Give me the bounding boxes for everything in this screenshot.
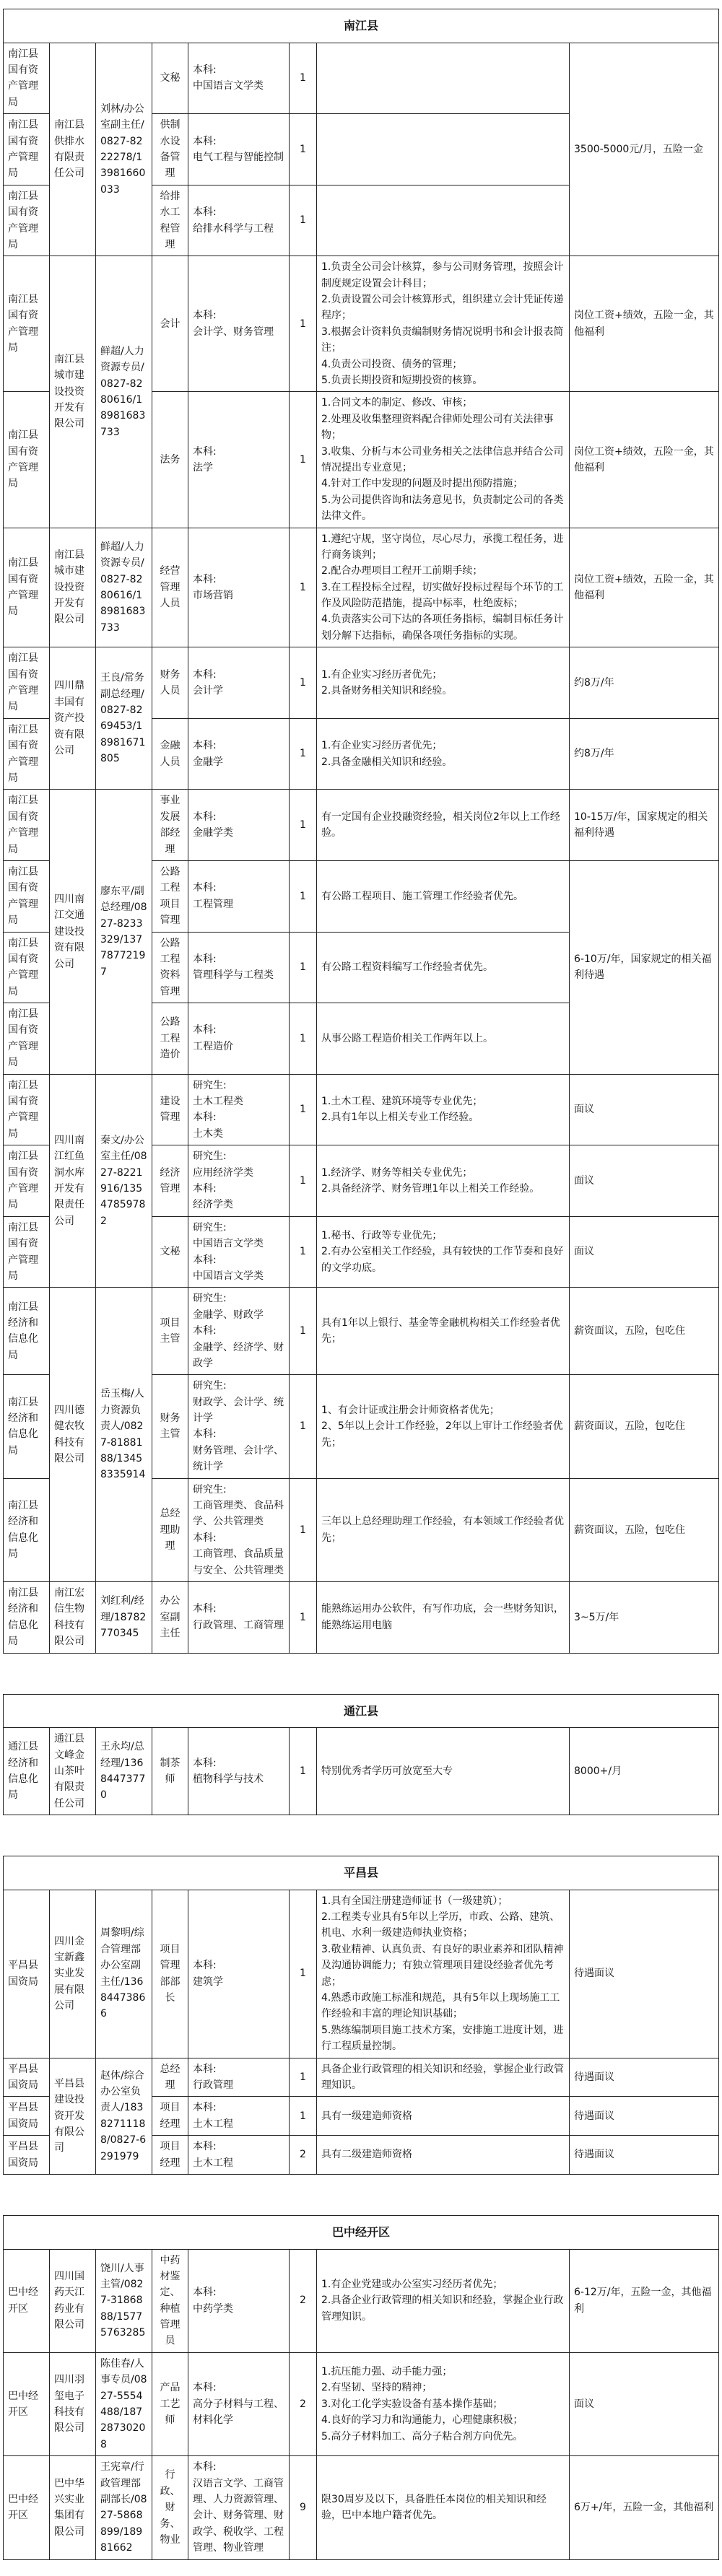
company-cell: 南江县供排水有限责任公司 xyxy=(50,43,96,256)
major-cell: 本科: 行政管理、工商管理 xyxy=(188,1581,290,1653)
company-cell: 四川南江红鱼洞水库开发有限责任公司 xyxy=(50,1074,96,1288)
position-cell: 行政、财务、物业 xyxy=(152,2456,188,2559)
count-cell: 1 xyxy=(290,256,317,392)
position-cell: 给排水工程管理 xyxy=(152,185,188,256)
count-cell: 1 xyxy=(290,1728,317,1815)
requirement-cell: 1.秘书、行政等专业优先； 2.有办公室相关工作经验，具有较快的工作节奏和良好的文学功底。 xyxy=(317,1216,570,1288)
contact-cell: 赵体/综合办公室负责人/18382711188/0827-6291979 xyxy=(96,2058,152,2174)
count-cell: 2 xyxy=(290,2352,317,2455)
position-cell: 金融人员 xyxy=(152,718,188,790)
requirement-cell: 从事公路工程造价相关工作两年以上。 xyxy=(317,1003,570,1075)
requirement-cell: 1、有会计证或注册会计师资格者优先； 2、5年以上会计工作经验，2年以上审计工作经验者优先； xyxy=(317,1375,570,1478)
position-cell: 文秘 xyxy=(152,43,188,114)
requirement-cell: 限30周岁及以下，具备胜任本岗位的相关知识和经验，巴中本地户籍者优先。 xyxy=(317,2456,570,2559)
count-cell: 1 xyxy=(290,718,317,790)
requirement-cell: 1.遵纪守规，坚守岗位，尽心尽力，承揽工程任务，进行商务谈判； 2.配合办理项目工程开工前期手续； 3.在工程投标全过程，切实做好投标过程每个环节的工作及风险防范措施，提高中标率，杜绝废标； 4.负责落实公司下达的各项任务指标，编制目标任务计划分解下达指标，确保各项任务指标的实现。 xyxy=(317,528,570,647)
count-cell: 1 xyxy=(290,185,317,256)
dept-cell: 南江县经济和信息化局 xyxy=(4,1581,50,1653)
table-row xyxy=(4,528,719,647)
company-cell: 通江县文峰金山茶叶有限责任公司 xyxy=(50,1728,96,1815)
company-cell: 平昌县建设投资开发有限公司 xyxy=(50,2058,96,2174)
pay-cell: 6万+/年，五险一金，其他福利 xyxy=(570,2456,719,2559)
pay-cell: 岗位工资+绩效，五险一金，其他福利 xyxy=(570,528,719,647)
dept-cell: 南江县国有资产管理局 xyxy=(4,1145,50,1217)
major-cell: 本科: 工程造价 xyxy=(188,1003,290,1075)
major-cell: 本科: 中药学类 xyxy=(188,2249,290,2352)
pay-cell: 约8万/年 xyxy=(570,718,719,790)
section-title: 通江县 xyxy=(4,1694,719,1728)
contact-cell: 秦文/办公室主任/0827-8221916/13547859782 xyxy=(96,1074,152,1288)
position-cell: 公路工程资料管理 xyxy=(152,932,188,1003)
count-cell: 1 xyxy=(290,932,317,1003)
pay-cell: 约8万/年 xyxy=(570,647,719,719)
major-cell: 研究生: 工商管理类、食品科学、公共管理类 本科: 工商管理、食品质量与安全、公共管理类 xyxy=(188,1478,290,1581)
company-cell: 四川鼎丰国有资产投资有限公司 xyxy=(50,647,96,790)
requirement-cell: 具有一级建造师资格 xyxy=(317,2097,570,2136)
pay-cell: 8000+/月 xyxy=(570,1728,719,1815)
requirement-cell: 有一定国有企业投融资经验，相关岗位2年以上工作经验。 xyxy=(317,790,570,861)
requirement-cell: 1.土木工程、建筑环境等专业优先； 2.具有1年以上相关专业工作经验。 xyxy=(317,1074,570,1145)
position-cell: 会计 xyxy=(152,256,188,392)
section-gap xyxy=(4,1815,719,1856)
major-cell: 本科: 给排水科学与工程 xyxy=(188,185,290,256)
contact-cell: 刘红利/经理/18782770345 xyxy=(96,1581,152,1653)
position-cell: 公路工程项目管理 xyxy=(152,860,188,932)
major-cell: 本科: 土木工程 xyxy=(188,2136,290,2175)
company-cell: 四川德健农牧科技有限公司 xyxy=(50,1288,96,1582)
dept-cell: 南江县国有资产管理局 xyxy=(4,528,50,647)
requirement-cell xyxy=(317,43,570,114)
major-cell: 研究生: 财政学、会计学、统计学 本科: 财务管理、会计学、统计学 xyxy=(188,1375,290,1478)
position-cell: 总经理助理 xyxy=(152,1478,188,1581)
contact-cell: 饶川/人事主管/0827-3186888/15775763285 xyxy=(96,2249,152,2352)
company-cell: 巴中华兴实业集团有限公司 xyxy=(50,2456,96,2559)
section-header-tongjiang xyxy=(4,1694,719,1728)
requirement-cell: 具有二级建造师资格 xyxy=(317,2136,570,2175)
dept-cell: 南江县国有资产管理局 xyxy=(4,860,50,932)
position-cell: 公路工程造价 xyxy=(152,1003,188,1075)
company-cell: 南江县城市建设投资开发有限公司 xyxy=(50,256,96,528)
position-cell: 制茶师 xyxy=(152,1728,188,1815)
company-cell: 南江县城市建设投资开发有限公司 xyxy=(50,528,96,647)
table-row xyxy=(4,1581,719,1653)
dept-cell: 通江县经济和信息化局 xyxy=(4,1728,50,1815)
position-cell: 项目经理 xyxy=(152,2136,188,2175)
position-cell: 项目主管 xyxy=(152,1288,188,1375)
position-cell: 经济管理 xyxy=(152,1145,188,1217)
major-cell: 本科: 金融学 xyxy=(188,718,290,790)
pay-cell: 薪资面议，五险，包吃住 xyxy=(570,1288,719,1375)
dept-cell: 南江县国有资产管理局 xyxy=(4,1003,50,1075)
requirement-cell: 有公路工程资料编写工作经验者优先。 xyxy=(317,932,570,1003)
company-cell: 四川羽玺电子科技有限公司 xyxy=(50,2352,96,2455)
dept-cell: 南江县国有资产管理局 xyxy=(4,256,50,392)
pay-cell: 6-12万/年，五险一金，其他福利 xyxy=(570,2249,719,2352)
position-cell: 总经理 xyxy=(152,2058,188,2097)
requirement-cell: 1.经济学、财务等相关专业优先； 2.具备经济学、财务管理1年以上相关工作经验。 xyxy=(317,1145,570,1217)
section-title: 平昌县 xyxy=(4,1856,719,1890)
position-cell: 事业发展部经理 xyxy=(152,790,188,861)
section-gap xyxy=(4,2174,719,2215)
major-cell: 研究生: 中国语言文学类 本科: 中国语言文学类 xyxy=(188,1216,290,1288)
count-cell: 2 xyxy=(290,2249,317,2352)
position-cell: 供制水设备管理 xyxy=(152,114,188,185)
table-row xyxy=(4,1288,719,1375)
requirement-cell: 1.合同文本的制定、修改、审核； 2.处理及收集整理资料配合律师处理公司有关法律事物； 3.收集、分析与本公司业务相关之法律信息并结合公司情况提出专业意见； 4.针对工作中发现的问题及时提出预防措施； 5.为公司提供咨询和法务意见书，负责制定公司的各类法律文件。 xyxy=(317,392,570,528)
pay-cell: 面议 xyxy=(570,1074,719,1145)
major-cell: 研究生: 土木工程类 本科: 土木类 xyxy=(188,1074,290,1145)
dept-cell: 平昌县国资局 xyxy=(4,2097,50,2136)
contact-cell: 鲜超/人力资源专员/0827-8280616/18981683733 xyxy=(96,256,152,528)
contact-cell: 王永均/总经理/13684473770 xyxy=(96,1728,152,1815)
pay-cell: 6-10万/年，国家规定的相关福利待遇 xyxy=(570,860,719,1074)
dept-cell: 巴中经开区 xyxy=(4,2352,50,2455)
company-cell: 南江宏信生物科技有限公司 xyxy=(50,1581,96,1653)
table-row xyxy=(4,1728,719,1815)
major-cell: 本科: 工程管理 xyxy=(188,860,290,932)
requirement-cell: 1.有企业党建或办公室实习经历者优先； 2.具备企业行政管理的相关知识和经验，掌握企业行政管理知识。 xyxy=(317,2249,570,2352)
gap-cell xyxy=(4,2174,719,2215)
major-cell: 本科: 会计学、财务管理 xyxy=(188,256,290,392)
dept-cell: 平昌县国资局 xyxy=(4,1890,50,2058)
count-cell: 1 xyxy=(290,2058,317,2097)
requirement-cell: 具有1年以上银行、基金等金融机构相关工作经验者优先； xyxy=(317,1288,570,1375)
section-gap xyxy=(4,1653,719,1694)
gap-cell xyxy=(4,1815,719,1856)
position-cell: 项目管理部部长 xyxy=(152,1890,188,2058)
section-header-nanjiang xyxy=(4,9,719,43)
requirement-cell: 1.有企业实习经历者优先； 2.具备金融相关知识和经验。 xyxy=(317,718,570,790)
dept-cell: 南江县国有资产管理局 xyxy=(4,114,50,185)
count-cell: 1 xyxy=(290,528,317,647)
contact-cell: 陈佳春/人事专员/0827-5554488/18728730208 xyxy=(96,2352,152,2455)
major-cell: 本科: 行政管理 xyxy=(188,2058,290,2097)
requirement-cell: 1.有企业实习经历者优先； 2.具备财务相关知识和经验。 xyxy=(317,647,570,719)
section-title: 巴中经开区 xyxy=(4,2215,719,2249)
pay-cell: 面议 xyxy=(570,1145,719,1217)
contact-cell: 王宪章/行政管理部副部长/0827-5868899/18981662 xyxy=(96,2456,152,2559)
table-row xyxy=(4,2352,719,2455)
company-cell: 四川国药天江药业有限公司 xyxy=(50,2249,96,2352)
count-cell: 2 xyxy=(290,2136,317,2175)
dept-cell: 南江县经济和信息化局 xyxy=(4,1375,50,1478)
major-cell: 研究生: 金融学、财政学 本科: 金融学、经济学、财政学 xyxy=(188,1288,290,1375)
position-cell: 中药材鉴定、种植管理员 xyxy=(152,2249,188,2352)
major-cell: 本科: 汉语言文学、工商管理、人力资源管理、会计、财务管理、财政学、税收学、工程管理、物业管理 xyxy=(188,2456,290,2559)
section-header-pingchang xyxy=(4,1856,719,1890)
position-cell: 办公室副主任 xyxy=(152,1581,188,1653)
dept-cell: 南江县国有资产管理局 xyxy=(4,790,50,861)
pay-cell: 待遇面议 xyxy=(570,2058,719,2097)
contact-cell: 廖东平/副总经理/0827-8233329/13778772197 xyxy=(96,790,152,1074)
count-cell: 1 xyxy=(290,1288,317,1375)
position-cell: 经营管理人员 xyxy=(152,528,188,647)
pay-cell: 岗位工资+绩效，五险一金，其他福利 xyxy=(570,392,719,528)
watermark-logo xyxy=(12,2523,719,2554)
count-cell: 1 xyxy=(290,2097,317,2136)
major-cell: 本科: 中国语言文学类 xyxy=(188,43,290,114)
requirement-cell xyxy=(317,114,570,185)
major-cell: 本科: 植物科学与技术 xyxy=(188,1728,290,1815)
pay-cell: 10-15万/年，国家规定的相关福利待遇 xyxy=(570,790,719,861)
section-title: 南江县 xyxy=(4,9,719,43)
table-row xyxy=(4,647,719,719)
company-cell: 四川南江交通建设投资有限公司 xyxy=(50,790,96,1074)
company-cell: 四川金宝新鑫实业发展有限公司 xyxy=(50,1890,96,2058)
major-cell: 本科: 法学 xyxy=(188,392,290,528)
count-cell: 1 xyxy=(290,114,317,185)
table-row xyxy=(4,1890,719,2058)
major-cell: 本科: 金融学类 xyxy=(188,790,290,861)
pay-cell: 待遇面议 xyxy=(570,2136,719,2175)
table-row xyxy=(4,790,719,861)
table-row xyxy=(4,256,719,392)
position-cell: 财务主管 xyxy=(152,1375,188,1478)
major-cell: 本科: 高分子材料与工程、材料化学 xyxy=(188,2352,290,2455)
contact-cell: 王良/常务副总经理/0827-8269453/18981671805 xyxy=(96,647,152,790)
count-cell: 1 xyxy=(290,1478,317,1581)
position-cell: 财务人员 xyxy=(152,647,188,719)
section-header-bazhong xyxy=(4,2215,719,2249)
table-row xyxy=(4,2249,719,2352)
major-cell: 本科: 建筑学 xyxy=(188,1890,290,2058)
pay-cell: 3500-5000元/月，五险一金 xyxy=(570,43,719,256)
dept-cell: 南江县经济和信息化局 xyxy=(4,1478,50,1581)
dept-cell: 南江县经济和信息化局 xyxy=(4,1288,50,1375)
dept-cell: 南江县国有资产管理局 xyxy=(4,1216,50,1288)
dept-cell: 南江县国有资产管理局 xyxy=(4,1074,50,1145)
count-cell: 1 xyxy=(290,43,317,114)
gap-cell xyxy=(4,1653,719,1694)
pay-cell: 岗位工资+绩效，五险一金，其他福利 xyxy=(570,256,719,392)
position-cell: 项目经理 xyxy=(152,2097,188,2136)
count-cell: 9 xyxy=(290,2456,317,2559)
requirement-cell: 能熟练运用办公软件，有写作功底，会一些财务知识，能熟练运用电脑 xyxy=(317,1581,570,1653)
count-cell: 1 xyxy=(290,1581,317,1653)
dept-cell: 南江县国有资产管理局 xyxy=(4,185,50,256)
dept-cell: 南江县国有资产管理局 xyxy=(4,932,50,1003)
pay-cell: 面议 xyxy=(570,2352,719,2455)
pay-cell: 薪资面议，五险，包吃住 xyxy=(570,1375,719,1478)
requirement-cell: 1.抗压能力强、动手能力强； 2.有坚韧、坚持的精神； 3.对化工化学实验设备有基本操作基础； 4.良好的学习力和沟通能力，心理健康积极； 5.高分子材料加工、高分子粘合剂方向优先。 xyxy=(317,2352,570,2455)
major-cell: 本科: 土木工程 xyxy=(188,2097,290,2136)
table-row xyxy=(4,2058,719,2097)
dept-cell: 巴中经开区 xyxy=(4,2249,50,2352)
requirement-cell: 1.具有全国注册建造师证书（一级建筑）； 2.工程类专业具有5年以上学历，市政、公路、建筑、机电、水利一级建造师执业资格； 3.敬业精神、认真负责、有良好的职业素养和团队精神及沟通协调能力；有独立管理项目建设经验者优先考虑； 4.熟悉市政施工标准和规范，具有5年以上现场施工工作经验和丰富的理论知识基础； 5.熟练编制项目施工技术方案，安排施工进度计划，进行工程质量控制。 xyxy=(317,1890,570,2058)
pay-cell: 待遇面议 xyxy=(570,1890,719,2058)
dept-cell: 南江县国有资产管理局 xyxy=(4,647,50,719)
count-cell: 1 xyxy=(290,1003,317,1075)
major-cell: 本科: 会计学 xyxy=(188,647,290,719)
requirement-cell: 有公路工程项目、施工管理工作经验者优先。 xyxy=(317,860,570,932)
contact-cell: 岳玉梅/人力资源负责人/0827-8188188/13458335914 xyxy=(96,1288,152,1582)
contact-cell: 周黎明/综合管理部办公室副主任/13684473866 xyxy=(96,1890,152,2058)
table-row xyxy=(4,43,719,114)
pay-cell: 薪资面议，五险，包吃住 xyxy=(570,1478,719,1581)
count-cell: 1 xyxy=(290,1375,317,1478)
dept-cell: 巴中经开区 xyxy=(4,2456,50,2559)
major-cell: 本科: 电气工程与智能控制 xyxy=(188,114,290,185)
dept-cell: 南江县国有资产管理局 xyxy=(4,392,50,528)
requirement-cell: 1.负责全公司会计核算，参与公司财务管理，按照会计制度规定设置会计科目； 2.负责设置公司会计核算形式，组织建立会计凭证传递程序； 3.根据会计资料负责编制财务情况说明书和会计报表简注； 4.负责公司投资、债务的管理； 5.负责长期投资和短期投资的核算。 xyxy=(317,256,570,392)
pay-cell: 3~5万/年 xyxy=(570,1581,719,1653)
recruitment-table xyxy=(3,9,719,2560)
count-cell: 1 xyxy=(290,1890,317,2058)
contact-cell: 刘林/办公室副主任/0827-8222278/13981660033 xyxy=(96,43,152,256)
contact-cell: 鲜超/人力资源专员/0827-8280616/18981683733 xyxy=(96,528,152,647)
count-cell: 1 xyxy=(290,647,317,719)
position-cell: 产品工艺师 xyxy=(152,2352,188,2455)
pay-cell: 待遇面议 xyxy=(570,2097,719,2136)
table-row xyxy=(4,1074,719,1145)
dept-cell: 平昌县国资局 xyxy=(4,2058,50,2097)
count-cell: 1 xyxy=(290,392,317,528)
requirement-cell xyxy=(317,185,570,256)
major-cell: 本科: 市场营销 xyxy=(188,528,290,647)
count-cell: 1 xyxy=(290,790,317,861)
position-cell: 文秘 xyxy=(152,1216,188,1288)
position-cell: 建设管理 xyxy=(152,1074,188,1145)
requirement-cell: 特别优秀者学历可放宽至大专 xyxy=(317,1728,570,1815)
dept-cell: 南江县国有资产管理局 xyxy=(4,718,50,790)
major-cell: 研究生: 应用经济学类 本科: 经济学类 xyxy=(188,1145,290,1217)
requirement-cell: 三年以上总经理助理工作经验，有本领域工作经验者优先； xyxy=(317,1478,570,1581)
dept-cell: 南江县国有资产管理局 xyxy=(4,43,50,114)
dept-cell: 平昌县国资局 xyxy=(4,2136,50,2175)
major-cell: 本科: 管理科学与工程类 xyxy=(188,932,290,1003)
count-cell: 1 xyxy=(290,1145,317,1217)
count-cell: 1 xyxy=(290,1216,317,1288)
count-cell: 1 xyxy=(290,860,317,932)
requirement-cell: 具备企业行政管理的相关知识和经验，掌握企业行政管理知识。 xyxy=(317,2058,570,2097)
position-cell: 法务 xyxy=(152,392,188,528)
pay-cell: 面议 xyxy=(570,1216,719,1288)
count-cell: 1 xyxy=(290,1074,317,1145)
